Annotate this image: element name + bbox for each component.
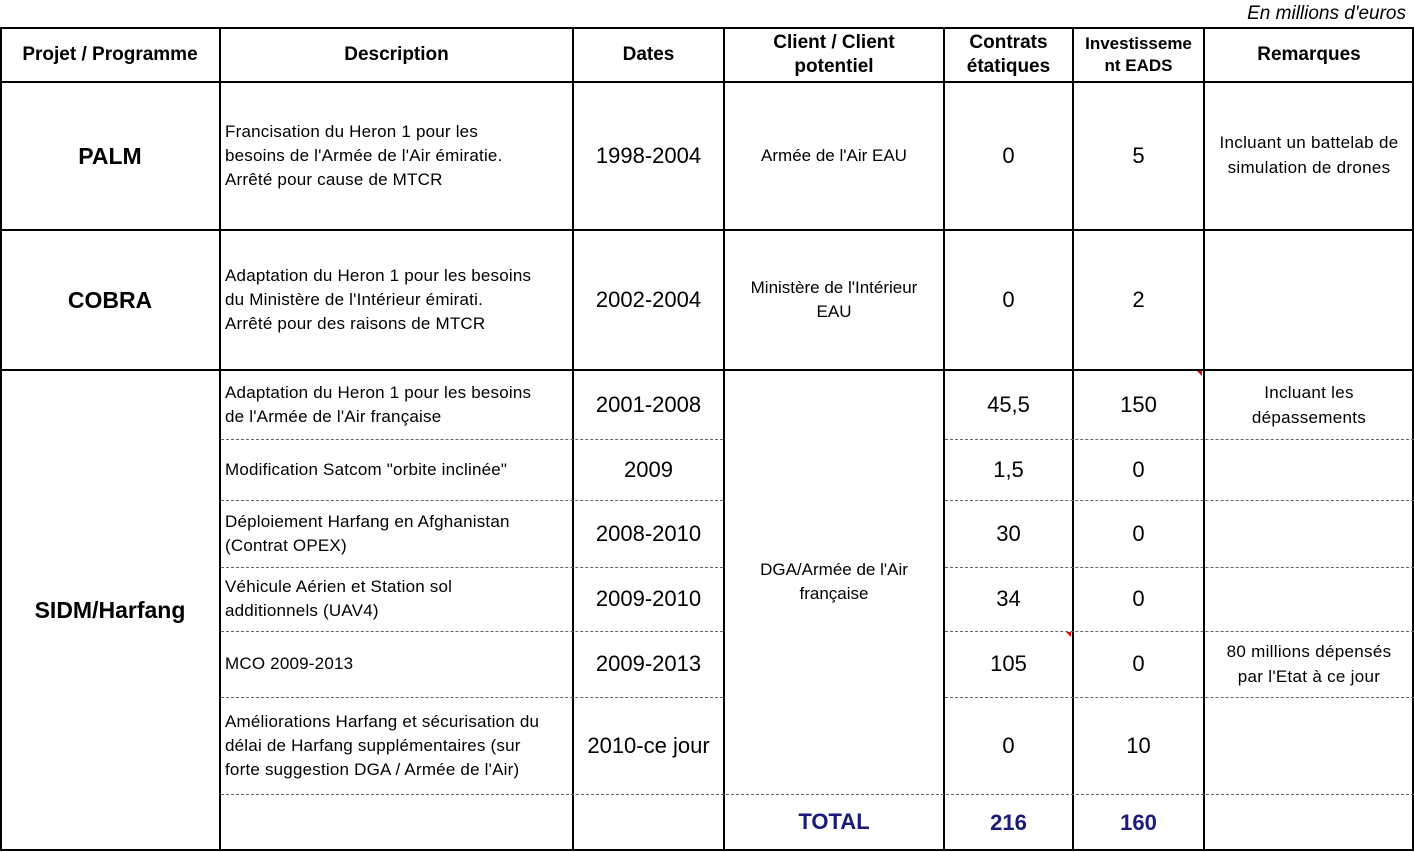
sidm-row-dates: 2001-2008 xyxy=(595,391,702,417)
cobra-client: Ministère de l'Intérieur EAU xyxy=(750,278,918,321)
dashed-separator xyxy=(945,567,1414,568)
sidm-row-remarques xyxy=(1204,567,1414,631)
sidm-row-remarques: Incluant les dépassements xyxy=(1251,382,1367,427)
cobra-remarques xyxy=(1204,230,1414,370)
sidm-row-description: Améliorations Harfang et sécurisation du délai de Harfang supplémentaires (sur forte suggestion DGA / Armée de l'Air) xyxy=(225,711,540,779)
sidm-client: DGA/Armée de l'Air française xyxy=(760,560,908,603)
header-projet: Projet / Programme xyxy=(22,43,198,65)
sidm-row-description: Modification Satcom "orbite inclinée" xyxy=(225,459,508,479)
sidm-row-dates: 2008-2010 xyxy=(595,520,702,546)
dashed-separator xyxy=(945,439,1414,440)
palm-investissement: 5 xyxy=(1132,143,1145,168)
dashed-separator xyxy=(945,631,1414,632)
cobra-dates: 2002-2004 xyxy=(595,287,702,312)
dashed-separator xyxy=(221,500,723,501)
comment-marker-icon[interactable] xyxy=(1197,371,1202,376)
sidm-row-investissement: 0 xyxy=(1132,456,1145,482)
grid-line xyxy=(0,27,1414,29)
grid-line xyxy=(0,229,1414,231)
sidm-row-description: Adaptation du Heron 1 pour les besoins de l'Armée de l'Air française xyxy=(225,382,532,426)
sidm-row-remarques: 80 millions dépensés par l'Etat à ce jour xyxy=(1226,642,1392,686)
header-dates: Dates xyxy=(622,43,675,65)
header-contrats: Contrats étatiques xyxy=(966,31,1051,77)
sidm-row-dates: 2009 xyxy=(624,456,673,482)
palm-project-name: PALM xyxy=(78,142,142,169)
cobra-description: Adaptation du Heron 1 pour les besoins du Ministère de l'Intérieur émirati. Arrêté pour des raisons de MTCR xyxy=(225,266,532,333)
sidm-project-name: SIDM/Harfang xyxy=(34,597,186,623)
sidm-row-description: Véhicule Aérien et Station sol additionnels (UAV4) xyxy=(225,577,453,620)
grid-line xyxy=(723,27,725,851)
sidm-row-contrats: 34 xyxy=(996,586,1021,611)
dashed-separator xyxy=(221,697,723,698)
palm-remarques: Incluant un battelab de simulation de drones xyxy=(1219,133,1399,177)
total-label: TOTAL xyxy=(798,808,870,834)
sidm-row-contrats: 1,5 xyxy=(993,456,1024,482)
sidm-row-remarques xyxy=(1204,500,1414,567)
grid-line xyxy=(0,81,1414,83)
palm-client: Armée de l'Air EAU xyxy=(761,146,907,165)
program-table xyxy=(0,27,1414,851)
palm-dates: 1998-2004 xyxy=(595,143,702,168)
units-note: En millions d'euros xyxy=(1247,3,1406,24)
palm-contrats: 0 xyxy=(1002,143,1015,168)
grid-line xyxy=(0,849,1414,851)
sidm-row-dates: 2009-2010 xyxy=(595,586,702,611)
sidm-row-description: Déploiement Harfang en Afghanistan (Contrat OPEX) xyxy=(225,511,510,555)
comment-marker-icon[interactable] xyxy=(1066,632,1071,637)
sidm-row-investissement: 10 xyxy=(1126,732,1151,758)
dashed-separator xyxy=(945,697,1414,698)
sidm-row-investissement: 0 xyxy=(1132,586,1145,611)
header-investissement: Investisseme nt EADS xyxy=(1085,33,1192,75)
sidm-row-remarques xyxy=(1204,439,1414,500)
sidm-row-description: MCO 2009-2013 xyxy=(225,654,354,673)
sidm-row-dates: 2009-2013 xyxy=(595,651,702,676)
palm-description: Francisation du Heron 1 pour les besoins de l'Armée de l'Air émiratie. Arrêté pour cause de MTCR xyxy=(225,122,503,189)
sidm-row-contrats: 30 xyxy=(996,520,1021,546)
header-remarques: Remarques xyxy=(1257,43,1361,65)
sidm-row-investissement: 150 xyxy=(1120,391,1157,417)
total-contrats: 216 xyxy=(990,809,1027,835)
sidm-row-contrats: 105 xyxy=(990,651,1027,676)
header-client: Client / Client potentiel xyxy=(773,31,895,77)
dashed-separator xyxy=(221,567,723,568)
cobra-contrats: 0 xyxy=(1002,287,1015,312)
grid-line xyxy=(0,27,2,851)
dashed-separator xyxy=(221,439,723,440)
sidm-row-dates: 2010-ce jour xyxy=(587,732,710,758)
header-description: Description xyxy=(344,43,449,65)
dashed-separator xyxy=(221,794,1414,795)
sidm-row-investissement: 0 xyxy=(1132,651,1145,676)
cobra-investissement: 2 xyxy=(1132,287,1145,312)
sidm-row-investissement: 0 xyxy=(1132,520,1145,546)
total-investissement: 160 xyxy=(1120,809,1157,835)
dashed-separator xyxy=(945,500,1414,501)
sidm-row-remarques xyxy=(1204,697,1414,794)
sidm-row-contrats: 0 xyxy=(1002,732,1015,758)
dashed-separator xyxy=(221,631,723,632)
sidm-row-contrats: 45,5 xyxy=(987,391,1030,417)
cobra-project-name: COBRA xyxy=(67,286,153,313)
